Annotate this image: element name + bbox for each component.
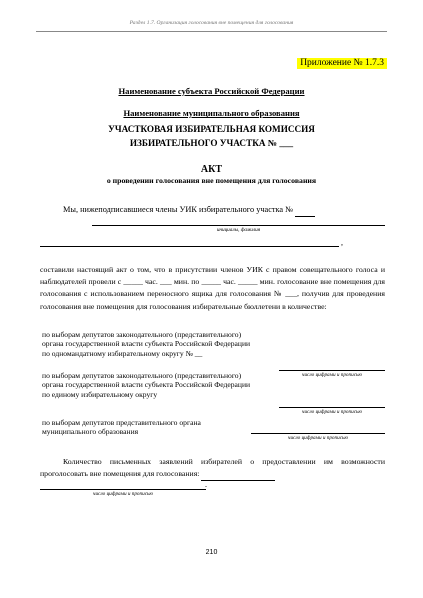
page-number: 210 (205, 549, 218, 556)
members-hint: инициалы, фамилия (216, 227, 261, 233)
running-header: Раздел 1.7. Организация голосования вне помещения для голосования (129, 20, 294, 26)
applications-count-hint: число цифрами и прописью (92, 491, 154, 497)
members-field-line-1[interactable] (92, 225, 385, 226)
intro-paragraph (40, 204, 385, 217)
commission-title-line1: УЧАСТКОВАЯ ИЗБИРАТЕЛЬНАЯ КОМИССИЯ (108, 124, 315, 134)
ballot-count-field-3[interactable] (251, 433, 385, 434)
appendix-label: Приложение № 1.7.3 (297, 58, 387, 69)
commission-title-line2: ИЗБИРАТЕЛЬНОГО УЧАСТКА № ___ (129, 138, 294, 148)
applications-count-text: Количество письменных заявлений избирателей о предоставлении им возможности проголосовать вне помещения для голосования: (40, 457, 385, 479)
ballot-item-1: по выборам депутатов законодательного (представительного) органа государственной власти субъекта Российской Федерации по одномандатному избирательному округу № __ (42, 330, 251, 358)
ballot-count-field-1[interactable] (279, 370, 385, 371)
ballot-hint-1: число цифрами и прописью (301, 372, 363, 378)
act-subtitle: о проведении голосования вне помещения для голосования (106, 176, 317, 185)
ballot-count-field-2[interactable] (279, 407, 385, 408)
comma-mark: , (341, 238, 343, 247)
applications-count-field-2[interactable] (40, 489, 206, 490)
applications-count-field-1[interactable] (201, 468, 275, 481)
members-field-line-2[interactable] (40, 246, 339, 247)
subject-name-heading: Наименование субъекта Российской Федерации (118, 86, 305, 96)
ballot-hint-2: число цифрами и прописью (301, 409, 363, 415)
ballot-item-2: по выборам депутатов законодательного (представительного) органа государственной власти субъекта Российской Федерации по единому избирательному округу (42, 371, 251, 399)
intro-text: Мы, нижеподписавшиеся члены УИК избирательного участка № (63, 205, 294, 214)
precinct-number-field[interactable] (295, 204, 315, 217)
ballot-hint-3: число цифрами и прописью (287, 435, 349, 441)
body-paragraph: составили настоящий акт о том, что в присутствии членов УИК с правом совещательного голоса и наблюдателей провели с _____ час. ___ мин. по _____ час. _____ мин. голосование вне помещения для голосования с использованием переносного ящика для голосования № ___, получив для проведения голосования вне помещения для голосования избирательные бюллетени в количестве: (40, 265, 385, 311)
municipality-name-heading: Наименование муниципального образования (123, 108, 300, 118)
applications-count-paragraph (40, 456, 385, 481)
ballot-item-3: по выборам депутатов представительного органа муниципального образования (42, 418, 201, 437)
header-divider (36, 31, 387, 32)
act-title: АКТ (200, 164, 223, 175)
period-mark: . (205, 480, 207, 489)
